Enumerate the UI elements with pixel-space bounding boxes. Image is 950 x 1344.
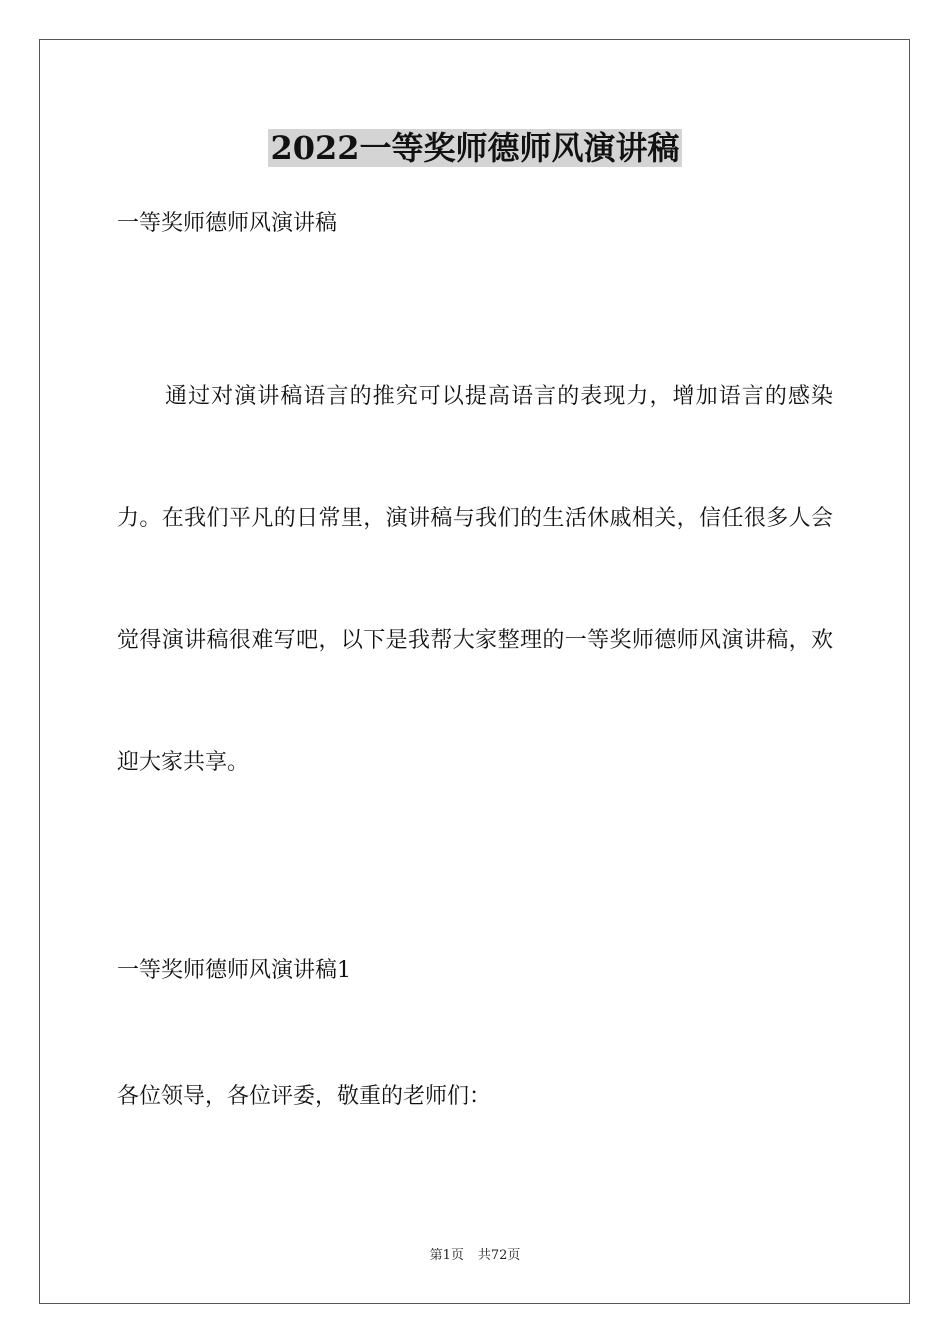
page-number-total: 共72页 [477, 1248, 521, 1263]
document-title [0, 128, 950, 168]
salutation: 各位领导，各位评委，敬重的老师们： [117, 1084, 492, 1109]
page-number-current: 第1页 [429, 1248, 464, 1263]
document-title-text: 2022一等奖师德师风演讲稿 [270, 129, 680, 167]
section-heading: 一等奖师德师风演讲稿1 [117, 958, 351, 983]
intro-paragraph: 通过对演讲稿语言的推究可以提高语言的表现力，增加语言的感染力。在我们平凡的日常里，演讲稿与我们的生活休戚相关，信任很多人会觉得演讲稿很难写吧，以下是我帮大家整理的一等奖师德师风演讲稿，欢迎大家共享。 [117, 384, 833, 775]
page-footer [0, 1247, 950, 1265]
document-subtitle: 一等奖师德师风演讲稿 [117, 211, 338, 236]
